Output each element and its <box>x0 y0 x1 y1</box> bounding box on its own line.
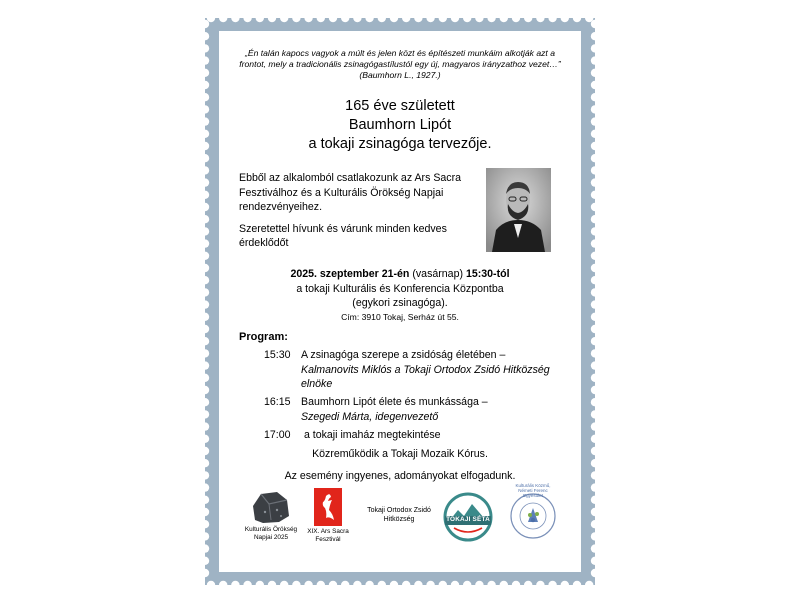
perforation-hole <box>591 349 595 357</box>
perforation-hole <box>304 18 312 22</box>
perforation-hole <box>524 18 532 22</box>
perforation-hole <box>500 581 508 585</box>
perforation-hole <box>205 117 209 125</box>
perforation-hole <box>268 18 276 22</box>
perforation-hole <box>591 508 595 516</box>
perforation-hole <box>243 581 251 585</box>
tokaji-seta-label: TOKAJI SÉTA <box>446 516 490 523</box>
perforation-hole <box>365 581 373 585</box>
event-date: 2025. szeptember 21-én <box>290 268 410 280</box>
perforation-hole <box>591 496 595 504</box>
perforation-hole <box>205 557 209 565</box>
perforation-hole <box>402 581 410 585</box>
perforation-hole <box>205 313 209 321</box>
perforation-hole <box>205 178 209 186</box>
perforation-hole <box>591 422 595 430</box>
perforation-hole <box>205 447 209 455</box>
perforation-hole <box>243 18 251 22</box>
perforation-hole <box>205 300 209 308</box>
perforation-hole <box>317 581 325 585</box>
perforation-hole <box>205 56 209 64</box>
perforation-hole <box>585 581 593 585</box>
perforation-hole <box>561 581 569 585</box>
perforation-hole <box>205 252 209 260</box>
perforation-hole <box>414 581 422 585</box>
perforation-hole <box>500 18 508 22</box>
perforation-hole <box>205 69 209 77</box>
perforation-hole <box>205 435 209 443</box>
perforation-hole <box>365 18 373 22</box>
perforation-hole <box>591 203 595 211</box>
perforation-hole <box>317 18 325 22</box>
perforation-hole <box>426 581 434 585</box>
event-day: (vasárnap) <box>412 268 463 280</box>
perforation-hole <box>329 581 337 585</box>
perforation-hole <box>591 239 595 247</box>
opening-quote: „Én talán kapocs vagyok a múlt és jelen közt és építészeti munkáim alkotják azt a frontot, mely a tradicionális zsinagógastílustól egy új, magyaros irányzathoz vezet…” (Baumhorn L., 1927.) <box>239 48 561 80</box>
program-time: 16:15 <box>264 396 291 408</box>
perforation-hole <box>280 581 288 585</box>
program-time: 17:00 <box>264 429 291 441</box>
perforation-hole <box>205 325 209 333</box>
perforation-hole <box>591 81 595 89</box>
perforation-hole <box>256 581 264 585</box>
perforation-hole <box>205 386 209 394</box>
perforation-hole <box>591 471 595 479</box>
perforation-hole <box>512 581 520 585</box>
kulturalis-orokseg-napjai-logo <box>249 490 293 524</box>
perforation-hole <box>591 447 595 455</box>
perforation-hole <box>561 18 569 22</box>
perforation-hole <box>205 374 209 382</box>
perforation-hole <box>591 288 595 296</box>
choir-note: Közreműködik a Tokaji Mozaik Kórus. <box>312 448 488 460</box>
perforation-hole <box>205 569 209 577</box>
perforation-hole <box>591 313 595 321</box>
perforation-hole <box>591 483 595 491</box>
perforation-hole <box>219 18 227 22</box>
perforation-hole <box>341 18 349 22</box>
perforation-hole <box>205 44 209 52</box>
perforation-hole <box>292 18 300 22</box>
perforation-hole <box>451 18 459 22</box>
event-time: 15:30-tól <box>465 268 510 280</box>
perforation-hole <box>591 215 595 223</box>
perforation-hole <box>205 81 209 89</box>
perforation-hole <box>231 18 239 22</box>
perforation-hole <box>591 569 595 577</box>
perforation-hole <box>304 581 312 585</box>
perforation-hole <box>439 18 447 22</box>
perforation-hole <box>205 276 209 284</box>
perforation-hole <box>591 93 595 101</box>
perforation-hole <box>292 581 300 585</box>
perforation-hole <box>329 18 337 22</box>
perforation-hole <box>475 581 483 585</box>
kulturalis-kozmu-egyesulet-logo <box>509 492 557 540</box>
perforation-hole <box>231 581 239 585</box>
program-title: a tokaji imaház megtekintése <box>301 429 441 441</box>
perforation-hole <box>591 435 595 443</box>
perforation-hole <box>591 532 595 540</box>
perforation-hole <box>205 349 209 357</box>
perforation-hole <box>353 18 361 22</box>
perforation-hole <box>591 520 595 528</box>
perforation-hole <box>439 581 447 585</box>
perforation-hole <box>207 581 215 585</box>
kon-caption: Kulturális Örökség Napjai 2025 <box>244 526 298 541</box>
perforation-hole <box>341 581 349 585</box>
perforation-hole <box>463 18 471 22</box>
event-former-name: (egykori zsinagóga). <box>352 297 448 309</box>
perforation-hole <box>378 18 386 22</box>
perforation-hole <box>487 581 495 585</box>
perforation-hole <box>591 117 595 125</box>
perforation-hole <box>591 386 595 394</box>
perforation-hole <box>573 581 581 585</box>
perforation-hole <box>591 227 595 235</box>
perforation-hole <box>591 459 595 467</box>
perforation-hole <box>205 361 209 369</box>
perforation-hole <box>591 166 595 174</box>
perforation-hole <box>591 337 595 345</box>
perforation-hole <box>205 264 209 272</box>
program-title: Baumhorn Lipót élete és munkássága – <box>301 396 488 408</box>
perforation-hole <box>205 544 209 552</box>
perforation-hole <box>591 361 595 369</box>
perforation-hole <box>256 18 264 22</box>
perforation-hole <box>205 471 209 479</box>
perforation-hole <box>591 44 595 52</box>
perforation-hole <box>378 581 386 585</box>
perforation-hole <box>451 581 459 585</box>
perforation-hole <box>205 483 209 491</box>
perforation-hole <box>591 252 595 260</box>
perforation-hole <box>205 105 209 113</box>
perforation-hole <box>591 178 595 186</box>
event-address: Cím: 3910 Tokaj, Serház út 55. <box>341 311 459 322</box>
egyesulet-caption: Kulturális Közmű, Németi Ferenc Egyesület <box>515 483 551 498</box>
event-venue: a tokaji Kulturális és Konferencia Központba <box>296 282 504 295</box>
perforation-hole <box>591 142 595 150</box>
title-line-2: Baumhorn Lipót <box>348 117 452 133</box>
perforation-hole <box>390 18 398 22</box>
perforation-hole <box>591 276 595 284</box>
perforation-hole <box>591 300 595 308</box>
perforation-hole <box>591 374 595 382</box>
perforation-hole <box>205 410 209 418</box>
free-entry-note: Az esemény ingyenes, adományokat elfogadunk. <box>284 470 516 482</box>
perforation-hole <box>536 18 544 22</box>
program-speaker: Kalmanovits Miklós a Tokaji Ortodox Zsidó Hitközség elnöke <box>301 363 550 390</box>
intro-text <box>239 171 484 258</box>
perforation-hole <box>353 581 361 585</box>
perforation-hole <box>205 422 209 430</box>
program-heading: Program: <box>239 331 288 343</box>
perforation-hole <box>390 581 398 585</box>
perforation-hole <box>205 32 209 40</box>
title-line-3: a tokaji zsinagóga tervezője. <box>308 136 492 152</box>
perforation-hole <box>548 18 556 22</box>
perforation-hole <box>591 191 595 199</box>
intro-paragraph-1: Ebből az alkalomból csatlakozunk az Ars Sacra Fesztiválhoz és a Kulturális Örökség Napjai rendezvényeihez. <box>239 172 461 213</box>
perforation-hole <box>591 264 595 272</box>
perforation-hole <box>205 93 209 101</box>
perforation-hole <box>414 18 422 22</box>
perforation-hole <box>548 581 556 585</box>
perforation-hole <box>402 18 410 22</box>
perforation-hole <box>591 69 595 77</box>
intro-paragraph-2: Szeretettel hívunk és várunk minden kedves érdeklődőt <box>239 222 447 249</box>
perforation-hole <box>205 130 209 138</box>
program-description <box>301 395 563 424</box>
event-datetime-line <box>239 267 561 282</box>
perforation-hole <box>268 581 276 585</box>
perforation-hole <box>205 337 209 345</box>
perforation-hole <box>591 56 595 64</box>
baumhorn-portrait-photo <box>486 168 551 252</box>
hitkozseg-caption: Tokaji Ortodox Zsidó Hitközség <box>367 507 431 523</box>
program-description <box>301 348 563 392</box>
perforation-hole <box>426 18 434 22</box>
perforation-hole <box>205 459 209 467</box>
program-title: A zsinagóga szerepe a zsidóság életében – <box>301 349 506 361</box>
perforation-hole <box>280 18 288 22</box>
perforation-hole <box>536 581 544 585</box>
perforation-hole <box>205 288 209 296</box>
perforation-hole <box>591 32 595 40</box>
page-title <box>232 97 568 154</box>
perforation-hole <box>512 18 520 22</box>
event-details <box>239 267 561 323</box>
title-line-1: 165 éve született <box>345 98 455 114</box>
perforation-hole <box>205 532 209 540</box>
perforation-hole <box>591 130 595 138</box>
perforation-hole <box>205 215 209 223</box>
perforation-hole <box>205 520 209 528</box>
perforation-hole <box>591 105 595 113</box>
perforation-hole <box>573 18 581 22</box>
perforation-hole <box>463 581 471 585</box>
perforation-hole <box>205 142 209 150</box>
perforation-hole <box>591 154 595 162</box>
perforation-hole <box>205 227 209 235</box>
perforation-hole <box>205 166 209 174</box>
perforation-hole <box>205 154 209 162</box>
perforation-hole <box>591 410 595 418</box>
perforation-hole <box>205 496 209 504</box>
ars-sacra-caption: XIX. Ars Sacra Fesztivál <box>307 528 349 543</box>
perforation-hole <box>591 325 595 333</box>
perforation-hole <box>205 191 209 199</box>
perforation-hole <box>219 581 227 585</box>
program-speaker: Szegedi Márta, idegenvezető <box>301 410 439 423</box>
perforation-hole <box>205 508 209 516</box>
perforation-hole <box>591 557 595 565</box>
perforation-hole <box>591 398 595 406</box>
perforation-hole <box>475 18 483 22</box>
perforation-hole <box>591 544 595 552</box>
ars-sacra-logo <box>314 488 342 526</box>
perforation-hole <box>205 203 209 211</box>
perforation-hole <box>205 398 209 406</box>
perforation-hole <box>524 581 532 585</box>
perforation-hole <box>487 18 495 22</box>
program-time: 15:30 <box>264 349 291 361</box>
perforation-hole <box>205 239 209 247</box>
